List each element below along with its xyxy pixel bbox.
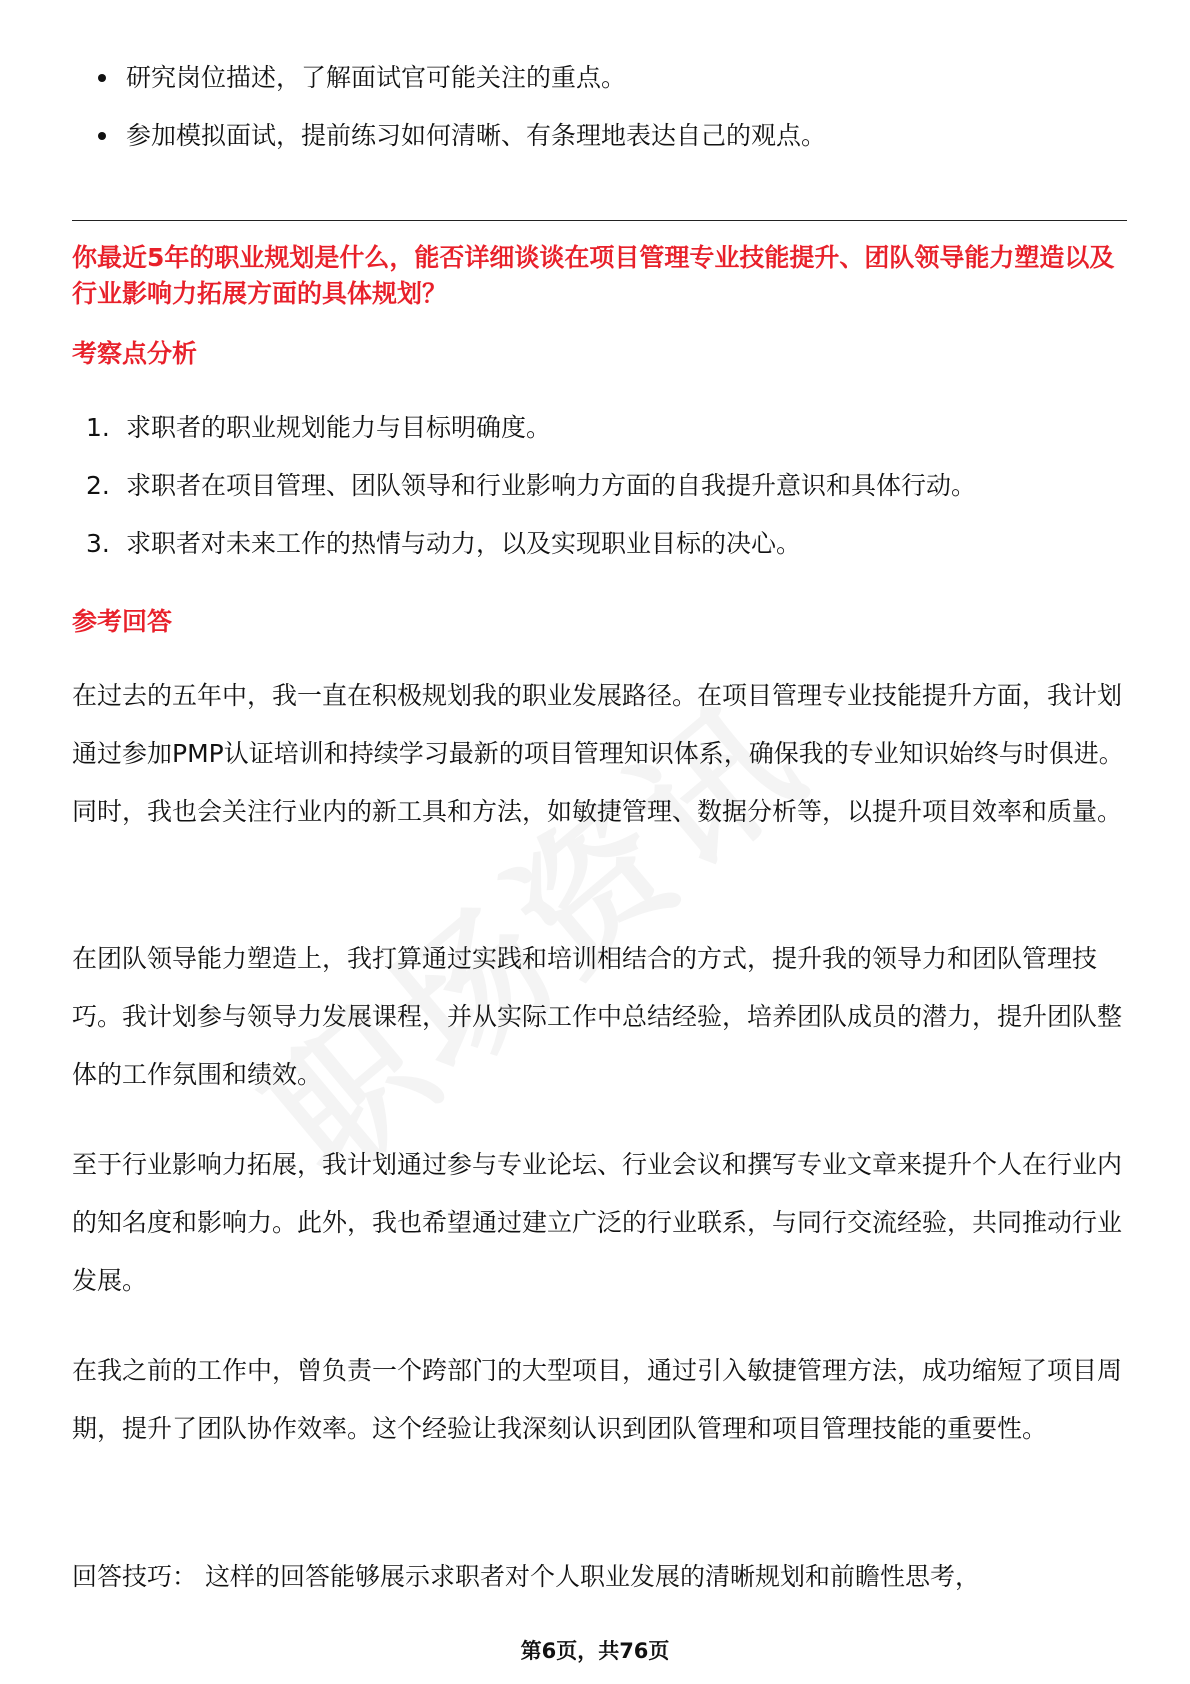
list-item-number: 2. [86,471,110,500]
tips-bullet-list [72,58,1132,174]
answer-heading: 参考回答 [72,607,173,636]
answer-paragraph: 在过去的五年中，我一直在积极规划我的职业发展路径。在项目管理专业技能提升方面，我计划通过参加PMP认证培训和持续学习最新的项目管理知识体系，确保我的专业知识始终与时俱进。同时，我也会关注行业内的新工具和方法，如敏捷管理、数据分析等，以提升项目效率和质量。 [72,681,1124,826]
interview-question: 你最近5年的职业规划是什么，能否详细谈谈在项目管理专业技能提升、团队领导能力塑造以及行业影响力拓展方面的具体规划？ [72,243,1115,308]
list-item [72,58,1132,98]
page-number: 第6页，共76页 [520,1639,670,1663]
analysis-list [72,408,1132,582]
list-item-text: 求职者对未来工作的热情与动力，以及实现职业目标的决心。 [126,529,802,558]
list-item-text: 参加模拟面试，提前练习如何清晰、有条理地表达自己的观点。 [126,121,827,150]
list-item-number: 1. [86,413,110,442]
answer-paragraph: 至于行业影响力拓展，我计划通过参与专业论坛、行业会议和撰写专业文章来提升个人在行业内的知名度和影响力。此外，我也希望通过建立广泛的行业联系，与同行交流经验，共同推动行业发展。 [72,1150,1123,1295]
list-item-text: 求职者在项目管理、团队领导和行业影响力方面的自我提升意识和具体行动。 [126,471,977,500]
bullet-icon [98,74,106,82]
list-item-text: 研究岗位描述，了解面试官可能关注的重点。 [126,63,627,92]
list-item [72,524,1132,564]
answer-paragraph: 在我之前的工作中，曾负责一个跨部门的大型项目，通过引入敏捷管理方法，成功缩短了项目周期，提升了团队协作效率。这个经验让我深刻认识到团队管理和项目管理技能的重要性。 [72,1356,1123,1443]
list-item [72,466,1132,506]
section-divider [72,220,1127,221]
analysis-heading: 考察点分析 [72,339,198,368]
list-item [72,408,1132,448]
list-item [72,116,1132,156]
list-item-number: 3. [86,529,110,558]
bullet-icon [98,132,106,140]
list-item-text: 求职者的职业规划能力与目标明确度。 [126,413,552,442]
watermark [217,522,984,1215]
answer-paragraph: 在团队领导能力塑造上，我打算通过实践和培训相结合的方式，提升我的领导力和团队管理技巧。我计划参与领导力发展课程，并从实际工作中总结经验，培养团队成员的潜力，提升团队整体的工作氛围和绩效。 [72,944,1123,1089]
answer-tips-paragraph: 回答技巧： 这样的回答能够展示求职者对个人职业发展的清晰规划和前瞻性思考， [72,1562,980,1591]
